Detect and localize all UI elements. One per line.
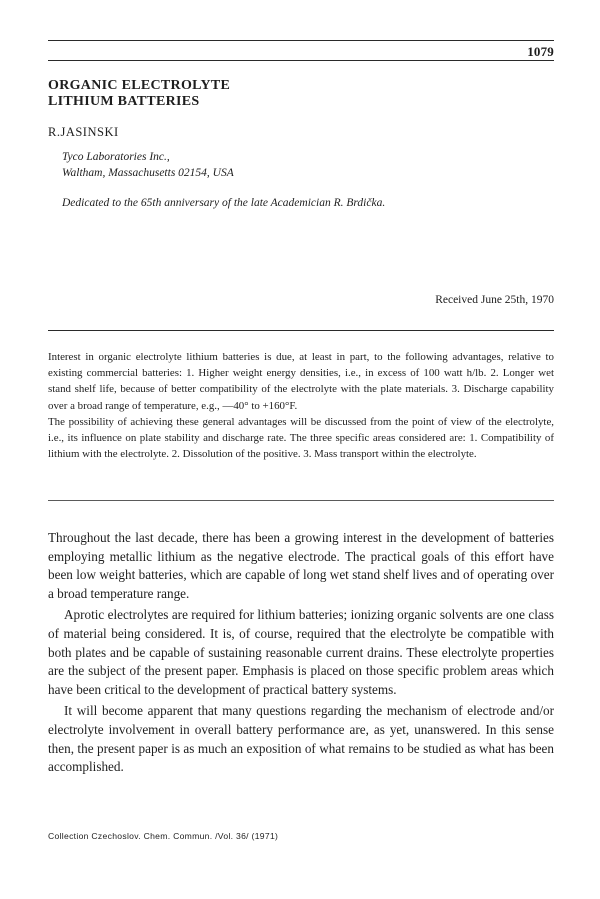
body-paragraph: Aprotic electrolytes are required for lithium batteries; ionizing organic solvents are one class of material being considered. It is, of course, required that the electrolyte be compatible with both plates and be capable of sustaining reasonable current drains. These electrolyte properties are the subject of the present paper. Emphasis is placed on those specific problem areas which have been critical to the development of practical battery systems. bbox=[48, 607, 554, 697]
author-name: R.JASINSKI bbox=[48, 125, 119, 139]
abstract bbox=[48, 349, 554, 462]
received-date: Received June 25th, 1970 bbox=[435, 294, 554, 306]
body-paragraph: Throughout the last decade, there has been a growing interest in the development of batteries employing metallic lithium as the negative electrode. The practical goals of this effort have been low weight batteries, which are capable of long wet stand shelf lives and of operating over a broad temperature range. bbox=[48, 530, 554, 601]
title-line-1: ORGANIC ELECTROLYTE bbox=[48, 78, 231, 93]
abstract-paragraph: Interest in organic electrolyte lithium batteries is due, at least in part, to the following advantages, relative to existing commercial batteries: 1. Higher weight energy densities, i.e., in excess of 100 watt h/lb. 2. Longer wet stand shelf life, because of better compatibility of the electrolyte with the plate materials. 3. Discharge capability over a broad range of temperature, e.g., —40° to +160°F. bbox=[48, 351, 554, 412]
header-underline-rule bbox=[48, 60, 554, 61]
abstract-bottom-rule bbox=[48, 500, 554, 501]
affiliation-line-2: Waltham, Massachusetts 02154, USA bbox=[62, 167, 234, 179]
footer-citation: Collection Czechoslov. Chem. Commun. /Vol. 36/ (1971) bbox=[48, 831, 279, 841]
affiliation-line-1: Tyco Laboratories Inc., bbox=[62, 151, 170, 163]
header-rule bbox=[48, 40, 554, 41]
title-line-2: LITHIUM BATTERIES bbox=[48, 94, 200, 109]
abstract-paragraph: The possibility of achieving these general advantages will be discussed from the point of view of the electrolyte, i.e., its influence on plate stability and discharge rate. The three specific areas considered are: 1. Compatibility of lithium with the electrolyte. 2. Dissolution of the positive. 3. Mass transport within the electrolyte. bbox=[48, 415, 554, 461]
body-text bbox=[48, 529, 554, 780]
body-paragraph: It will become apparent that many questions regarding the mechanism of electrode and/or electrolyte involvement in overall battery performance are, as yet, unanswered. In this sense then, the present paper is as much an exposition of what remains to be studied as what has been accomplished. bbox=[48, 703, 554, 775]
article-title bbox=[48, 78, 230, 110]
dedication: Dedicated to the 65th anniversary of the late Academician R. Brdička. bbox=[62, 197, 386, 209]
page-number: 1079 bbox=[527, 44, 554, 59]
abstract-top-rule bbox=[48, 330, 554, 331]
author-affiliation bbox=[62, 149, 234, 181]
